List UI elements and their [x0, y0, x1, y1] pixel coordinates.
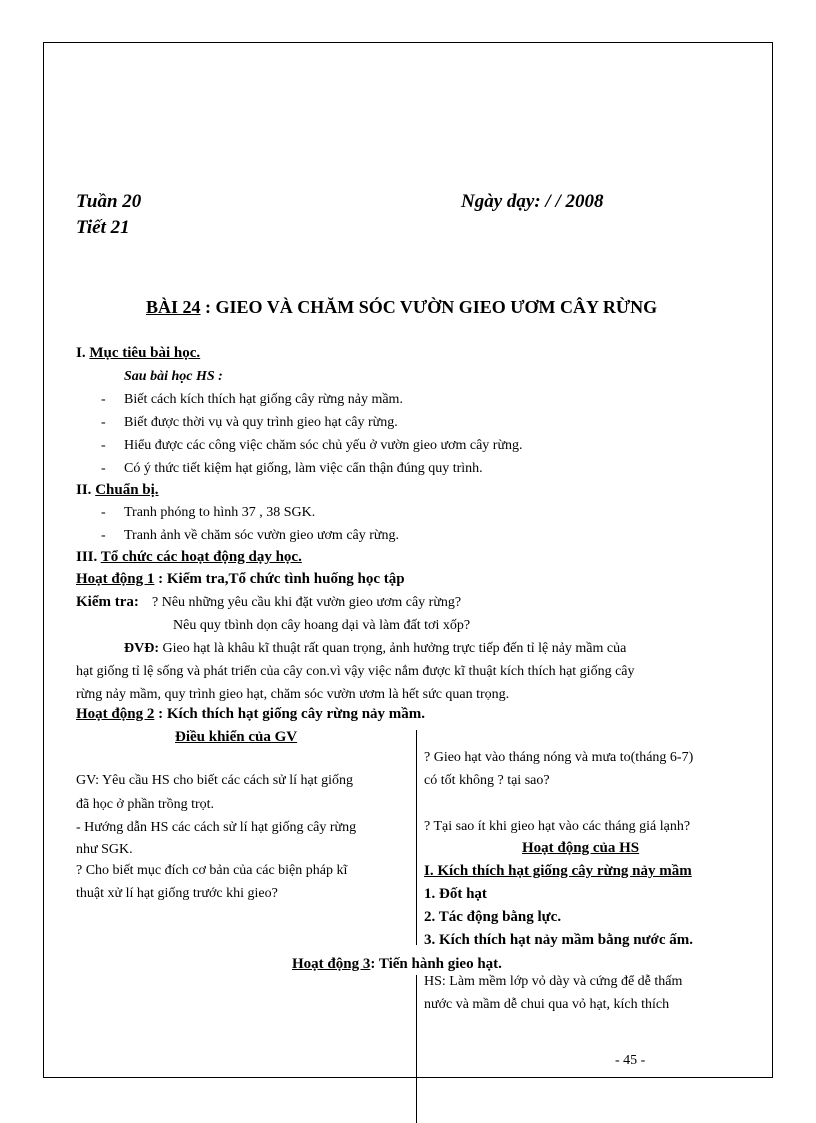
lesson-title: [146, 297, 657, 318]
section-2-number: II.: [76, 482, 96, 498]
section-2-heading: [76, 482, 159, 499]
objective-item: Biết cách kích thích hạt giống cây rừng nảy mầm.: [124, 392, 403, 407]
activity-2-label: Hoạt động 2: [76, 706, 155, 722]
teaching-date: Ngày dạy: / / 2008: [461, 191, 604, 212]
student-question: ? Gieo hạt vào tháng nóng và mưa to(tháng 6-7): [424, 750, 694, 765]
student-item: 3. Kích thích hạt nảy mầm bằng nước ấm.: [424, 932, 693, 948]
activity-1-label: Hoạt động 1: [76, 571, 155, 587]
dvd-text: Gieo hạt là khâu kĩ thuật rất quan trọng, ảnh hưởng trực tiếp đến tỉ lệ nảy mầm của: [159, 641, 627, 656]
teacher-line: như SGK.: [76, 842, 133, 857]
student-column-heading: Hoạt động của HS: [522, 840, 640, 856]
student-answer-line: HS: Làm mềm lớp vỏ dày và cứng để dễ thấm: [424, 974, 683, 989]
activity-3-heading: [292, 956, 502, 973]
activity-3-label: Hoạt động 3: [292, 956, 371, 972]
section-3-title: Tổ chức các hoạt động dạy học.: [100, 549, 302, 565]
student-item: 2. Tác động bằng lực.: [424, 909, 562, 925]
lesson-number: BÀI 24: [146, 297, 201, 317]
dvd-line-2: hạt giống tỉ lệ sống và phát triển của cây con.vì vậy việc nắm được kĩ thuật kích thích hạt giống cây: [76, 664, 635, 679]
check-question-1: ? Nêu những yêu cầu khi đặt vườn gieo ươm cây rừng?: [152, 595, 462, 610]
objective-item: Biết được thời vụ và quy trình gieo hạt cây rừng.: [124, 415, 398, 430]
student-answer-line: nước và mầm dễ chui qua vỏ hạt, kích thích: [424, 997, 670, 1012]
activity-2-title: : Kích thích hạt giống cây rừng nảy mầm.: [154, 706, 426, 722]
teacher-line: GV: Yêu cầu HS cho biết các cách sử lí hạt giống: [76, 773, 353, 788]
teacher-line: - Hướng dẫn HS các cách sử lí hạt giống cây rừng: [76, 820, 357, 835]
student-question: ? Tại sao ít khi gieo hạt vào các tháng giá lạnh?: [424, 819, 691, 834]
bullet-dash: -: [101, 438, 106, 453]
section-3-heading: [76, 549, 302, 566]
student-item: 1. Đốt hạt: [424, 886, 487, 902]
check-question-2: Nêu quy tbình dọn cây hoang dại và làm đất tơi xốp?: [173, 618, 471, 633]
bullet-dash: -: [101, 528, 106, 543]
section-1-subheading: Sau bài học HS :: [124, 369, 223, 384]
student-section-heading: I. Kích thích hạt giống cây rừng nảy mầm: [424, 863, 692, 879]
section-1-number: I.: [76, 345, 90, 361]
objective-item: Có ý thức tiết kiệm hạt giống, làm việc cẩn thận đúng quy trình.: [124, 461, 483, 476]
section-2-title: Chuẩn bị.: [95, 482, 159, 498]
column-divider: [416, 730, 417, 945]
teacher-column-heading: Điều khiển của GV: [175, 729, 298, 745]
section-1-title: Mục tiêu bài học.: [89, 345, 201, 361]
teacher-line: ? Cho biết mục đích cơ bản của các biện pháp kĩ: [76, 863, 348, 878]
bullet-dash: -: [101, 392, 106, 407]
week-label: Tuần 20: [76, 191, 142, 212]
section-1-heading: [76, 345, 200, 362]
period-label: Tiết 21: [76, 217, 130, 238]
column-divider-lower: [416, 975, 417, 1123]
check-label: Kiểm tra:: [76, 594, 139, 610]
page-number: - 45 -: [615, 1053, 646, 1068]
lesson-name: GIEO VÀ CHĂM SÓC VƯỜN GIEO ƯƠM CÂY RỪNG: [215, 297, 658, 317]
section-3-number: III.: [76, 549, 101, 565]
preparation-item: Tranh ảnh về chăm sóc vườn gieo ươm cây rừng.: [124, 528, 399, 543]
title-separator: :: [200, 297, 216, 317]
bullet-dash: -: [101, 461, 106, 476]
bullet-dash: -: [101, 415, 106, 430]
activity-1-title: : Kiểm tra,Tổ chức tình huống học tập: [154, 571, 405, 587]
dvd-line-1: [124, 641, 626, 657]
student-question: có tốt không ? tại sao?: [424, 773, 550, 788]
objective-item: Hiểu được các công việc chăm sóc chủ yếu ở vườn gieo ươm cây rừng.: [124, 438, 523, 453]
activity-1-heading: [76, 571, 405, 588]
preparation-item: Tranh phóng to hình 37 , 38 SGK.: [124, 505, 316, 520]
activity-3-title: : Tiến hành gieo hạt.: [370, 956, 502, 972]
dvd-line-3: rừng nảy mầm, quy trình gieo hạt, chăm sóc vườn ươm là hết sức quan trọng.: [76, 687, 510, 702]
dvd-label: ĐVĐ:: [124, 641, 159, 656]
activity-2-heading: [76, 706, 425, 723]
teacher-line: thuật xử lí hạt giống trước khi gieo?: [76, 886, 278, 901]
teacher-line: đã học ở phần trồng trọt.: [76, 797, 215, 812]
bullet-dash: -: [101, 505, 106, 520]
